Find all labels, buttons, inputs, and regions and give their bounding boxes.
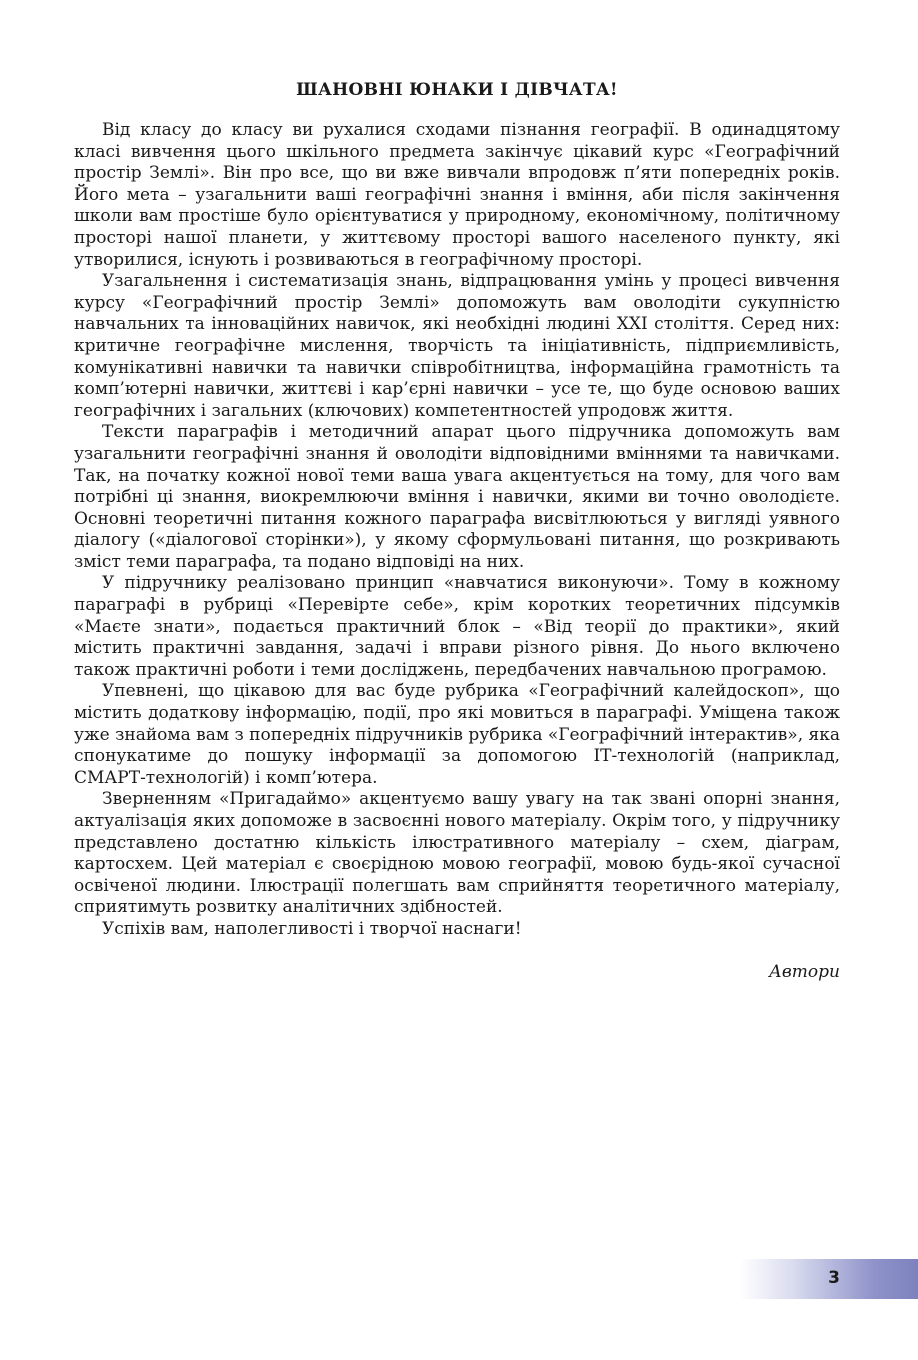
paragraph-rubrics: Упевнені, що цікавою для вас буде рубрика «Географічний калейдоскоп», що містить додаткову інформацію, події, про які мовиться в параграфі. Уміщена також уже знайома вам з попередніх підручників рубрика «Географічний інтерактив», яка спонукатиме до пошуку інформації за допомогою ІТ-технологій (наприклад, СМАРТ-технологій) і комп’ютера. — [74, 681, 840, 788]
paragraph-texts: Тексти параграфів і методичний апарат цього підручника допоможуть вам узагальнити географічні знання й оволодіти відповідними вміннями та навичками. Так, на початку кожної нової теми ваша увага акцентується на тому, для чого вам потрібні ці знання, виокремлюючи вміння і навички, якими ви точно оволодієте. Основні теоретичні питання кожного параграфа висвітлюються у вигляді уявного діалогу («діалогової сторінки»), у якому сформульовані питання, що розкривають зміст теми параграфа, та подано відповіді на них. — [74, 422, 840, 572]
page-number-band — [740, 1259, 918, 1299]
paragraph-skills: Узагальнення і систематизація знань, відпрацювання умінь у процесі вивчення курсу «Географічний простір Землі» допоможуть вам оволодіти сукупністю навчальних та інноваційних навичок, які необхідні людині XXI століття. Серед них: критичне географічне мислення, творчість та ініціативність, підприємливість, комунікативні навички та навички співробітництва, інформаційна грамотність та комп’ютерні навички, життєві і кар’єрні навички – усе те, що буде основою ваших географічних і загальних (ключових) компетентностей упродовж життя. — [74, 271, 840, 421]
page-number: 3 — [828, 1268, 840, 1288]
page-title: ШАНОВНІ ЮНАКИ І ДІВЧАТА! — [296, 80, 618, 100]
paragraph-recall: Зверненням «Пригадаймо» акцентуємо вашу увагу на так звані опорні знання, актуалізація яких допоможе в засвоєнні нового матеріалу. Окрім того, у підручнику представлено достатню кількість ілюстративного матеріалу – схем, діаграм, картосхем. Цей матеріал є своєрідною мовою географії, мовою будь-якої сучасної освіченої людини. Ілюстрації полегшать вам сприйняття теоретичного матеріалу, сприятимуть розвитку аналітичних здібностей. — [74, 789, 840, 918]
paragraph-wishes: Успіхів вам, наполегливості і творчої наснаги! — [102, 918, 522, 939]
signature-authors: Автори — [769, 961, 840, 982]
page-content — [74, 78, 840, 983]
paragraph-principle: У підручнику реалізовано принцип «навчатися виконуючи». Тому в кожному параграфі в рубриці «Перевірте себе», крім коротких теоретичних підсумків «Маєте знати», подається практичний блок – «Від теорії до практики», який містить практичні завдання, задачі і вправи різного рівня. До нього включено також практичні роботи і теми досліджень, передбачених навчальною програмою. — [74, 573, 840, 680]
paragraph-intro: Від класу до класу ви рухалися сходами пізнання географії. В одинадцятому класі вивчення цього шкільного предмета закінчує цікавий курс «Географічний простір Землі». Він про все, що ви вже вивчали впродовж п’яти попередніх років. Його мета – узагальнити ваші географічні знання і вміння, аби після закінчення школи вам простіше було орієнтуватися у природному, економічному, політичному просторі нашої планети, у життєвому просторі вашого населеного пункту, які утворилися, існують і розвиваються в географічному просторі. — [74, 120, 840, 270]
